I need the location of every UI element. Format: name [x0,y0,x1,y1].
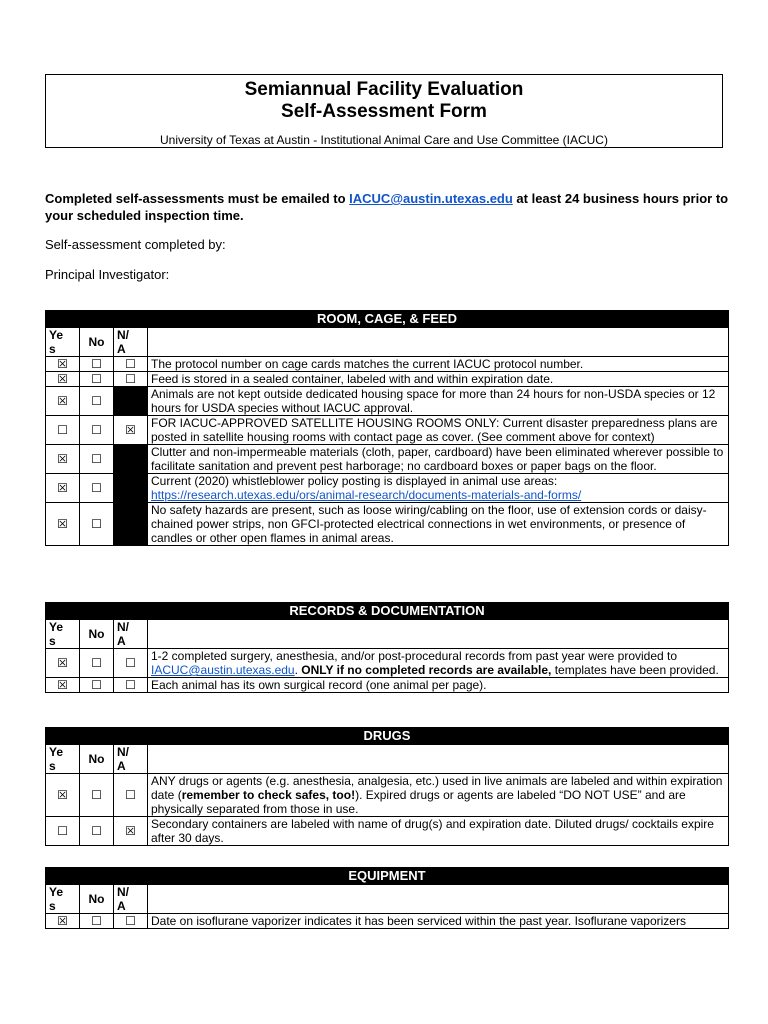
form-title-line2: Self-Assessment Form [281,101,487,122]
form-title-line1: Semiannual Facility Evaluation [244,79,524,100]
yes-checkbox[interactable]: ☒ [46,774,80,817]
no-checkbox[interactable]: ☐ [80,503,114,546]
criterion-text: Date on isoflurane vaporizer indicates it has been serviced within the past year. Isoflurane vaporizers [148,914,729,929]
no-checkbox[interactable]: ☐ [80,387,114,416]
na-checkbox[interactable]: ☒ [114,817,148,846]
yes-checkbox[interactable]: ☒ [46,649,80,678]
criterion-text: Each animal has its own surgical record (one animal per page). [148,678,729,693]
form-title-box [45,74,723,148]
principal-investigator-label: Principal Investigator: [45,267,170,282]
iacuc-email-link[interactable]: IACUC@austin.utexas.edu [151,663,295,677]
yes-checkbox[interactable]: ☒ [46,445,80,474]
col-header-yes: Ye s [46,328,80,357]
no-checkbox[interactable]: ☐ [80,649,114,678]
col-header-no: No [80,745,114,774]
na-checkbox[interactable]: ☐ [114,372,148,387]
table-row [46,445,729,474]
yes-checkbox[interactable]: ☒ [46,372,80,387]
notice-text-before: Completed self-assessments must be emailed to [45,191,350,206]
col-header-no: No [80,328,114,357]
na-checkbox[interactable]: ☐ [114,678,148,693]
no-checkbox[interactable]: ☐ [80,357,114,372]
criterion-bold-text: ONLY if no completed records are available, [301,663,552,677]
table-row [46,474,729,503]
na-blocked-cell [114,387,148,416]
yes-checkbox[interactable]: ☒ [46,357,80,372]
col-header-yes: Ye s [46,620,80,649]
na-checkbox[interactable]: ☐ [114,357,148,372]
table-row [46,357,729,372]
section-header-drugs: DRUGS [46,728,729,745]
notice-text-after: at least 24 business hours prior to your scheduled inspection time. [45,191,729,223]
completed-by-label: Self-assessment completed by: [45,237,226,252]
records-documentation-table [45,602,729,693]
criterion-bold-text: remember to check safes, too! [181,788,356,802]
no-checkbox[interactable]: ☐ [80,372,114,387]
criterion-text [148,649,729,678]
yes-checkbox[interactable]: ☐ [46,416,80,445]
criterion-text-part: 1-2 completed surgery, anesthesia, and/or post-procedural records from past year were provided to [151,649,678,663]
col-header-na: N/ A [114,745,148,774]
table-row [46,416,729,445]
table-row [46,817,729,846]
na-blocked-cell [114,503,148,546]
col-header-yes: Ye s [46,885,80,914]
criterion-text-part: . [294,663,302,677]
col-header-yes: Ye s [46,745,80,774]
yes-checkbox[interactable]: ☐ [46,817,80,846]
submission-notice [45,190,735,224]
yes-checkbox[interactable]: ☒ [46,474,80,503]
form-subtitle: University of Texas at Austin - Institutional Animal Care and Use Committee (IACUC) [160,133,608,147]
yes-checkbox[interactable]: ☒ [46,387,80,416]
equipment-table [45,867,729,929]
criterion-text: Clutter and non-impermeable materials (cloth, paper, cardboard) have been eliminated wherever possible to facilitate sanitation and prevent pest harborage; no cardboard boxes or paper bags on the floor. [148,445,729,474]
criterion-text-part: ANY drugs or agents (e.g. anesthesia, analgesia, etc.) used in live animals are labeled and within expiration date ( [151,774,723,802]
na-blocked-cell [114,445,148,474]
no-checkbox[interactable]: ☐ [80,474,114,503]
col-header-na: N/ A [114,620,148,649]
no-checkbox[interactable]: ☐ [80,817,114,846]
na-checkbox[interactable]: ☐ [114,774,148,817]
no-checkbox[interactable]: ☐ [80,914,114,929]
no-checkbox[interactable]: ☐ [80,416,114,445]
criterion-text-part: templates have been provided. [551,663,719,677]
criterion-text: No safety hazards are present, such as loose wiring/cabling on the floor, use of extension cords or daisy-chained power strips, non GFCI-protected electrical connections in wet environments, or presence of candles or other open flames in animal areas. [148,503,729,546]
criterion-text: Animals are not kept outside dedicated housing space for more than 24 hours for non-USDA species or 12 hours for USDA species without IACUC approval. [148,387,729,416]
drugs-table [45,727,729,846]
criterion-text-part: Current (2020) whistleblower policy posting is displayed in animal use areas: [151,474,558,488]
col-header-na: N/ A [114,885,148,914]
room-cage-feed-table [45,310,729,546]
table-row [46,914,729,929]
criterion-text [148,474,729,503]
criterion-text [148,774,729,817]
section-header-room: ROOM, CAGE, & FEED [46,311,729,328]
table-row [46,387,729,416]
na-checkbox[interactable]: ☐ [114,649,148,678]
table-row [46,649,729,678]
yes-checkbox[interactable]: ☒ [46,914,80,929]
criterion-text-part: ). Expired drugs or agents are labeled “DO NOT USE” and are physically separated from those in use. [151,788,686,816]
table-row [46,678,729,693]
na-blocked-cell [114,474,148,503]
section-header-equipment: EQUIPMENT [46,868,729,885]
no-checkbox[interactable]: ☐ [80,774,114,817]
col-header-na: N/ A [114,328,148,357]
no-checkbox[interactable]: ☐ [80,445,114,474]
criterion-text: Secondary containers are labeled with name of drug(s) and expiration date. Diluted drugs/ cocktails expire after 30 days. [148,817,729,846]
table-row [46,503,729,546]
criterion-text: FOR IACUC-APPROVED SATELLITE HOUSING ROOMS ONLY: Current disaster preparedness plans are posted in satellite housing rooms with contact page as cover. (See comment above for context) [148,416,729,445]
table-row [46,774,729,817]
col-header-no: No [80,620,114,649]
no-checkbox[interactable]: ☐ [80,678,114,693]
table-row [46,372,729,387]
yes-checkbox[interactable]: ☒ [46,678,80,693]
iacuc-email-link[interactable]: IACUC@austin.utexas.edu [349,191,513,206]
criterion-text: The protocol number on cage cards matches the current IACUC protocol number. [148,357,729,372]
na-checkbox[interactable]: ☐ [114,914,148,929]
whistleblower-policy-link[interactable]: https://research.utexas.edu/ors/animal-research/documents-materials-and-forms/ [151,488,582,502]
criterion-text: Feed is stored in a sealed container, labeled with and within expiration date. [148,372,729,387]
yes-checkbox[interactable]: ☒ [46,503,80,546]
col-header-no: No [80,885,114,914]
na-checkbox[interactable]: ☒ [114,416,148,445]
section-header-records: RECORDS & DOCUMENTATION [46,603,729,620]
